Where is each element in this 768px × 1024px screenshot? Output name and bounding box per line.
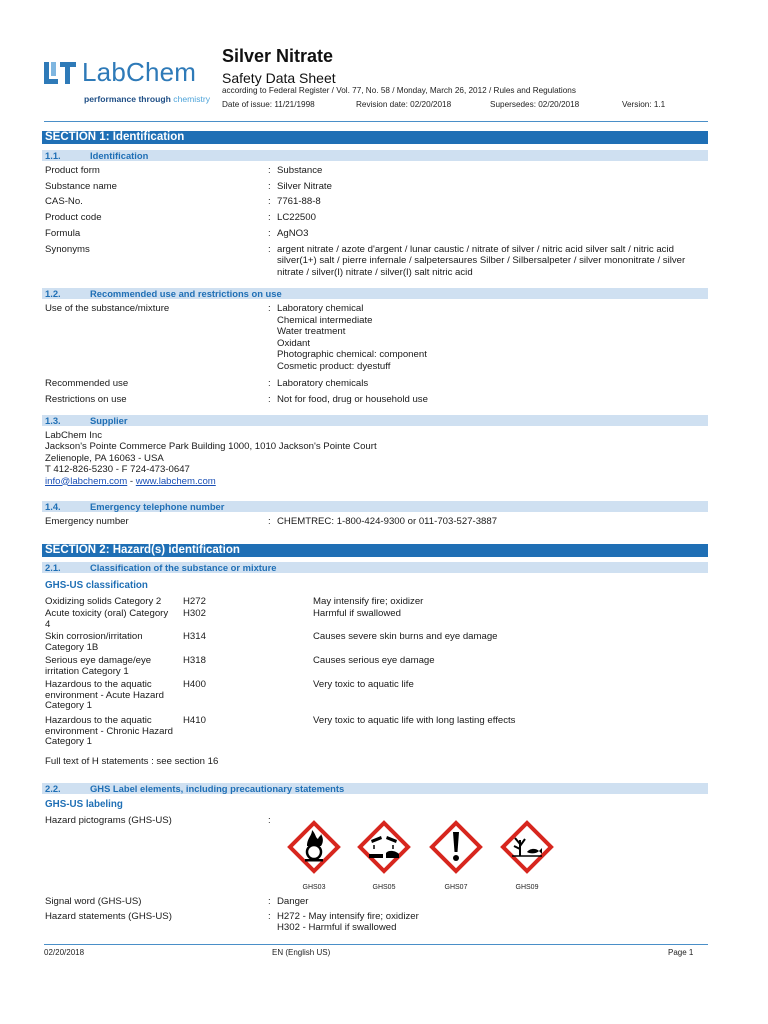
supplier-block: LabChem Inc Jackson's Pointe Commerce Park Building 1000, 1010 Jackson's Pointe Court Zelienople, PA 16063 - USA T 412-826-5230 - F 724-473-0647 info@labchem.com - www.labchem.com <box>45 430 377 487</box>
subsection-1-2-header: 1.2. Recommended use and restrictions on use <box>42 288 708 299</box>
footer-language: EN (English US) <box>272 948 331 957</box>
supplier-website-link[interactable]: www.labchem.com <box>135 475 216 487</box>
corrosion-icon <box>355 818 413 876</box>
subsection-1-4-header: 1.4. Emergency telephone number <box>42 501 708 512</box>
exclamation-mark-icon <box>427 818 485 876</box>
pictogram-label: GHS07 <box>444 884 468 891</box>
footer-date: 02/20/2018 <box>44 948 85 957</box>
regulation-reference: according to Federal Register / Vol. 77, No. 58 / Monday, March 26, 2012 / Rules and Regulations <box>222 86 576 95</box>
pictogram-label: GHS05 <box>372 884 396 891</box>
supplier-email-link[interactable]: info@labchem.com <box>45 475 128 487</box>
environment-icon <box>498 818 556 876</box>
subsection-2-2-header: 2.2. GHS Label elements, including precautionary statements <box>42 783 708 794</box>
brand-name: LabChem <box>82 57 197 87</box>
subsection-2-1-header: 2.1. Classification of the substance or mixture <box>42 562 708 573</box>
labchem-logo-icon <box>44 60 78 86</box>
brand-tagline: performance through chemistry <box>84 94 211 104</box>
section-2-header: SECTION 2: Hazard(s) identification <box>42 544 708 557</box>
footer-divider <box>44 944 708 945</box>
subsection-1-3-header: 1.3. Supplier <box>42 415 708 426</box>
ghs-labeling-heading: GHS-US labeling <box>45 799 123 810</box>
revision-date: Revision date: 02/20/2018 <box>356 100 452 109</box>
date-of-issue: Date of issue: 11/21/1998 <box>222 100 315 109</box>
document-subtitle: Safety Data Sheet <box>222 70 336 86</box>
pictogram-label: GHS03 <box>302 884 326 891</box>
subsection-1-1-header: 1.1. Identification <box>42 150 708 161</box>
version: Version: 1.1 <box>622 100 666 109</box>
document-title: Silver Nitrate <box>222 46 334 66</box>
full-text-note: Full text of H statements : see section 16 <box>45 756 219 767</box>
ghs-classification-heading: GHS-US classification <box>45 580 148 591</box>
section-1-header: SECTION 1: Identification <box>42 131 708 144</box>
supersedes: Supersedes: 02/20/2018 <box>490 100 580 109</box>
footer-page-number: Page 1 <box>668 948 694 957</box>
pictogram-label: GHS09 <box>515 884 539 891</box>
header-divider <box>44 121 708 122</box>
flame-over-circle-icon <box>285 818 343 876</box>
